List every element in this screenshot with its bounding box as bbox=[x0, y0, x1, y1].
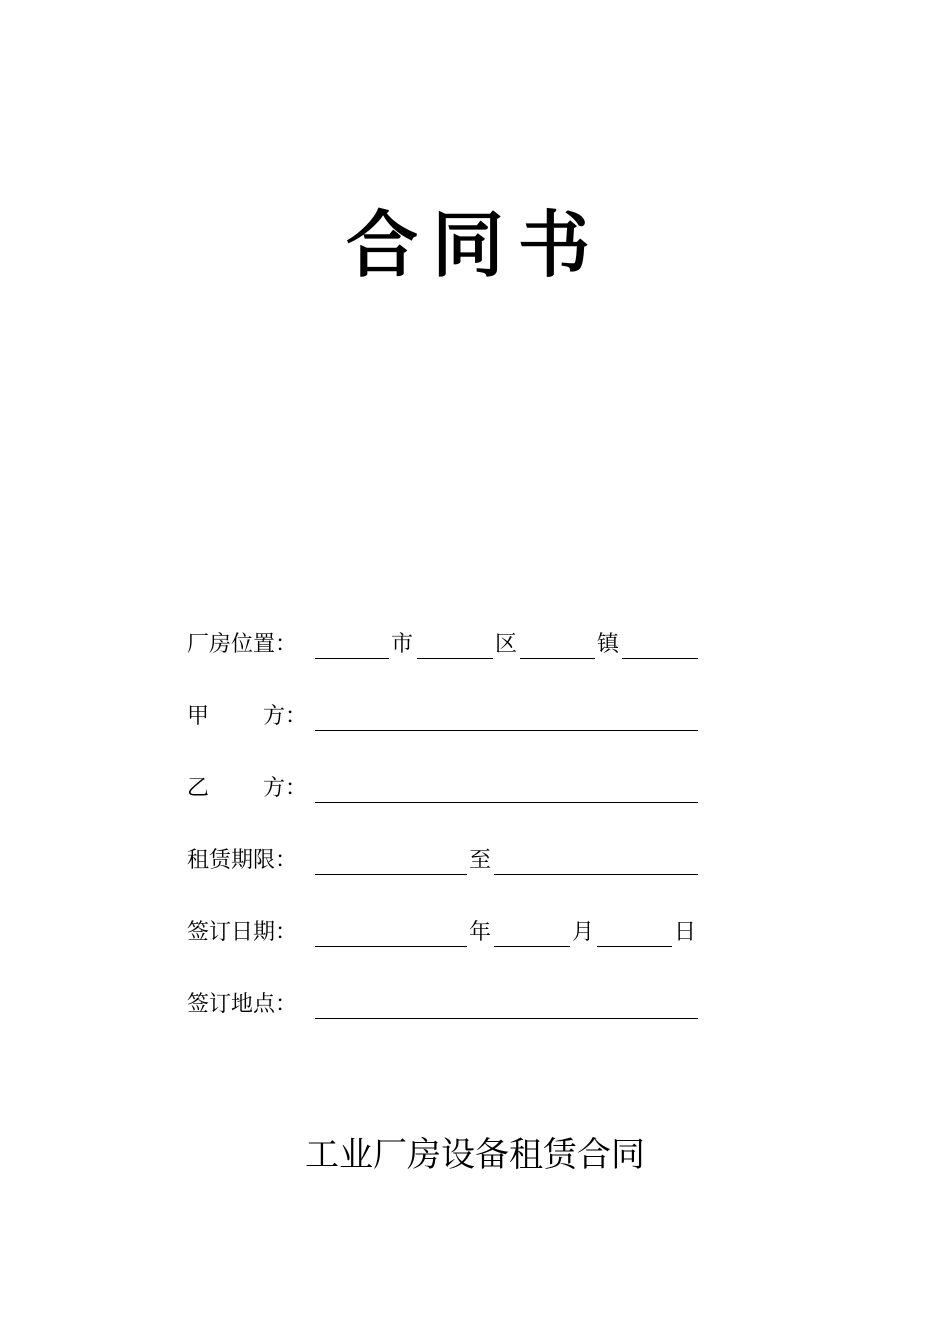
city-blank[interactable] bbox=[315, 658, 389, 659]
sign-place-label: 签订地点： bbox=[187, 992, 298, 1017]
town-text: 镇 bbox=[597, 632, 620, 657]
party-b-row bbox=[187, 771, 707, 843]
sign-date-row bbox=[187, 915, 707, 987]
lease-term-row bbox=[187, 843, 707, 915]
city-text: 市 bbox=[391, 632, 414, 657]
sign-day-text: 日 bbox=[674, 920, 697, 945]
sign-place-row bbox=[187, 987, 707, 1059]
party-a-row bbox=[187, 699, 707, 771]
party-a-label-left: 甲 bbox=[187, 704, 210, 729]
sign-year-blank[interactable] bbox=[315, 946, 467, 947]
lease-end-blank[interactable] bbox=[494, 874, 698, 875]
location-row bbox=[187, 627, 707, 699]
document-title: 合同书 bbox=[345, 202, 604, 287]
district-blank[interactable] bbox=[417, 658, 493, 659]
sign-year-text: 年 bbox=[469, 920, 492, 945]
sign-month-text: 月 bbox=[572, 920, 595, 945]
sign-day-blank[interactable] bbox=[597, 946, 672, 947]
contract-name: 工业厂房设备租赁合同 bbox=[305, 1135, 645, 1175]
lease-to-text: 至 bbox=[469, 848, 492, 873]
sign-date-label: 签订日期： bbox=[187, 920, 298, 945]
location-detail-blank[interactable] bbox=[622, 658, 698, 659]
town-blank[interactable] bbox=[520, 658, 595, 659]
sign-place-blank[interactable] bbox=[315, 1018, 698, 1019]
party-b-label-left: 乙 bbox=[187, 776, 210, 801]
contract-info-form bbox=[187, 627, 707, 1059]
party-b-blank[interactable] bbox=[315, 802, 698, 803]
location-label: 厂房位置： bbox=[187, 632, 298, 657]
lease-term-label: 租赁期限： bbox=[187, 848, 298, 873]
party-b-label-right: 方： bbox=[263, 776, 308, 801]
party-a-label-right: 方： bbox=[263, 704, 308, 729]
lease-start-blank[interactable] bbox=[315, 874, 467, 875]
sign-month-blank[interactable] bbox=[494, 946, 570, 947]
party-a-blank[interactable] bbox=[315, 730, 698, 731]
district-text: 区 bbox=[495, 632, 518, 657]
